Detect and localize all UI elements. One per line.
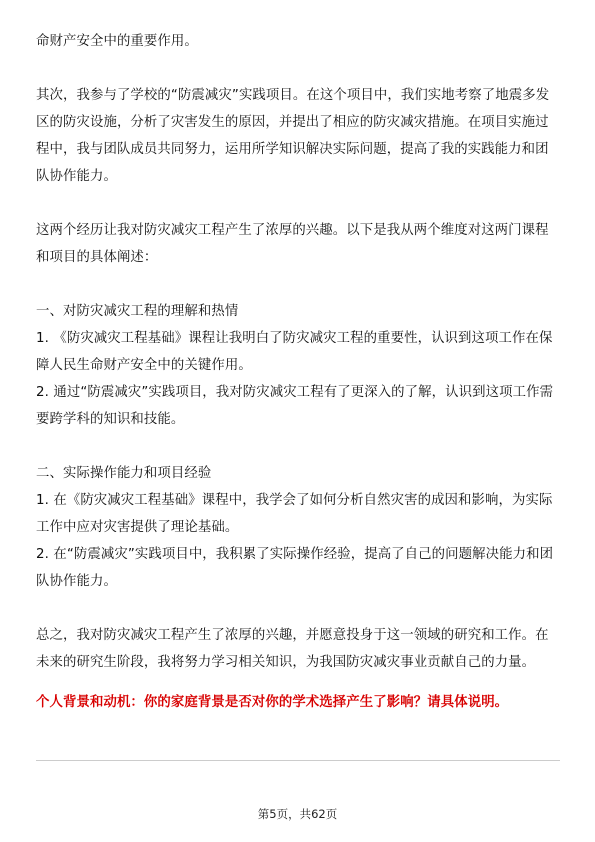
section-2-title: 二、实际操作能力和项目经验	[36, 466, 212, 481]
section-1-item-1: 1. 《防灾减灾工程基础》课程让我明白了防灾减灾工程的重要性，认识到这项工作在保障人民生命财产安全中的关键作用。	[36, 331, 553, 373]
paragraph-continuation: 命财产安全中的重要作用。	[36, 34, 198, 49]
spacer	[36, 271, 560, 298]
document-body	[36, 28, 560, 716]
section-1-title: 一、对防灾减灾工程的理解和热情	[36, 304, 239, 319]
page-number: 第5页，共62页	[257, 807, 338, 821]
paragraph-conclusion: 总之，我对防灾减灾工程产生了浓厚的兴趣，并愿意投身于这一领域的研究和工作。在未来的研究生阶段，我将努力学习相关知识，为我国防灾减灾事业贡献自己的力量。	[36, 628, 549, 670]
spacer	[36, 433, 560, 460]
footer-divider	[36, 760, 560, 761]
spacer	[36, 676, 560, 689]
section-2-item-2: 2. 在“防震减灾”实践项目中，我积累了实际操作经验，提高了自己的问题解决能力和团队协作能力。	[36, 547, 554, 589]
spacer	[36, 190, 560, 217]
spacer	[36, 595, 560, 622]
section-1-item-2: 2. 通过“防震减灾”实践项目，我对防灾减灾工程有了更深入的了解，认识到这项工作需要跨学科的知识和技能。	[36, 385, 554, 427]
paragraph-intro: 这两个经历让我对防灾减灾工程产生了浓厚的兴趣。以下是我从两个维度对这两门课程和项目的具体阐述：	[36, 223, 549, 265]
question-heading: 个人背景和动机：你的家庭背景是否对你的学术选择产生了影响？请具体说明。	[36, 695, 509, 710]
paragraph-project: 其次，我参与了学校的“防震减灾”实践项目。在这个项目中，我们实地考察了地震多发区的防灾设施，分析了灾害发生的原因，并提出了相应的防灾减灾措施。在项目实施过程中，我与团队成员共同努力，运用所学知识解决实际问题，提高了我的实践能力和团队协作能力。	[36, 88, 550, 184]
section-2-item-1: 1. 在《防灾减灾工程基础》课程中，我学会了如何分析自然灾害的成因和影响，为实际工作中应对灾害提供了理论基础。	[36, 493, 553, 535]
spacer	[36, 55, 560, 82]
